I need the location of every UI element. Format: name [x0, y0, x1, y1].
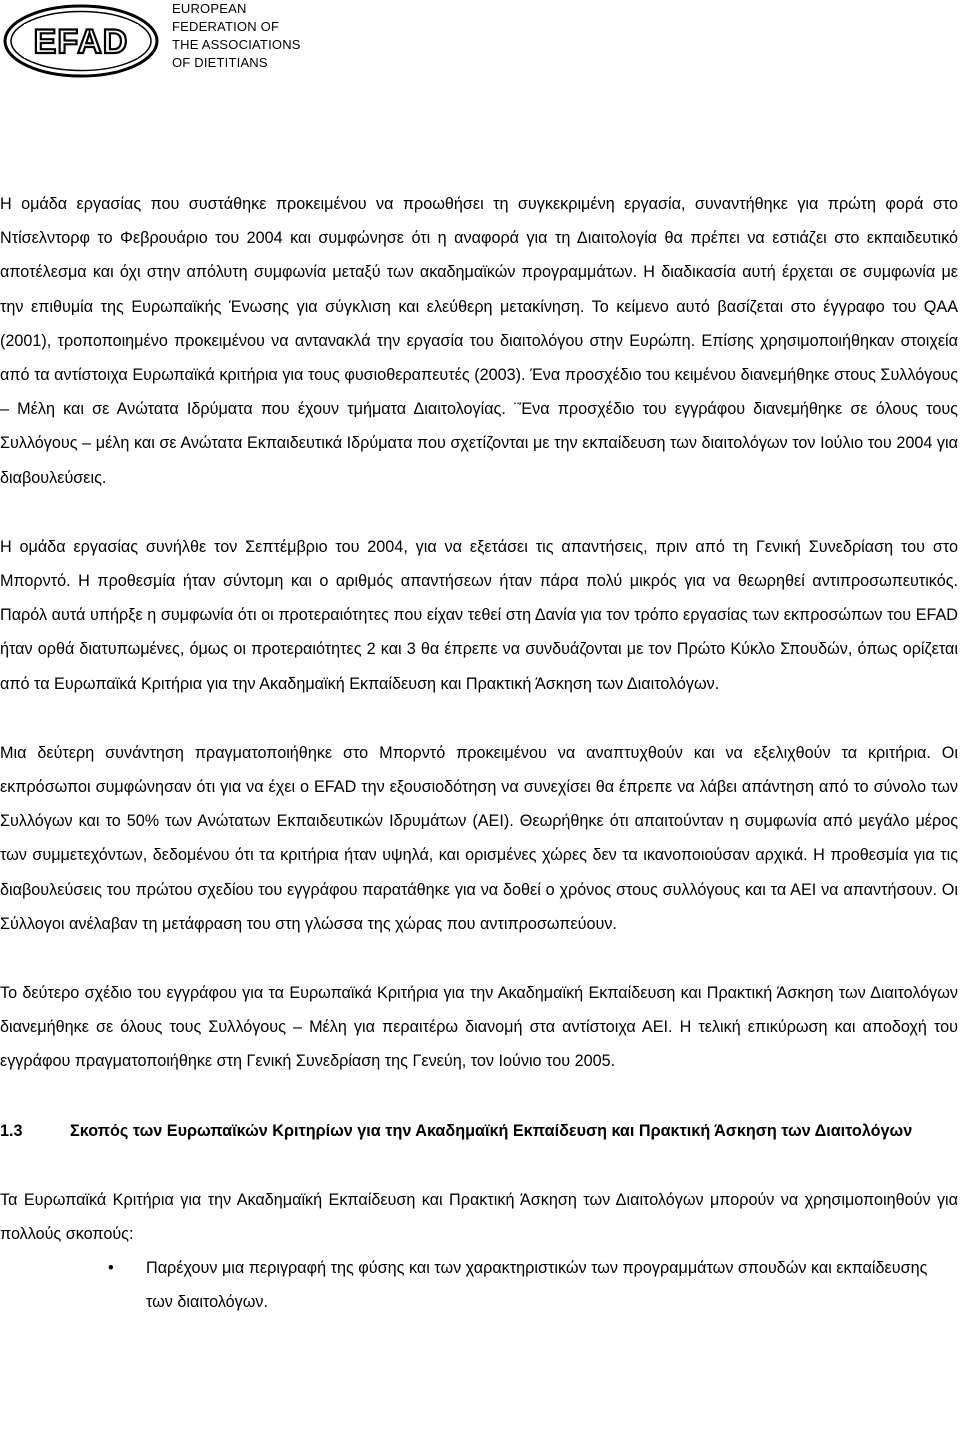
- paragraph-september-meeting: Η ομάδα εργασίας συνήλθε τον Σεπτέμβριο του 2004, για να εξετάσει τις απαντήσεις, πριν από τη Γενική Συνεδρίαση του στο Μπορντό. Η προθεσμία ήταν σύντομη και ο αριθμός απαντήσεων ήταν πάρα πολύ μικρός για να θεωρηθεί αντιπροσωπευτικός. Παρόλ αυτά υπήρξε η συμφωνία ότι οι προτεραιότητες που είχαν τεθεί στη Δανία για τον τρόπο εργασίας των εκπροσώπων του EFAD ήταν ορθά διατυπωμένες, όμως οι προτεραιότητες 2 και 3 θα έπρεπε να συνδυάζονται με τον Πρώτο Κύκλο Σπουδών, όπως ορίζεται από τα Ευρωπαϊκά Κριτήρια για την Ακαδημαϊκή Εκπαίδευση και Πρακτική Άσκηση των Διαιτολόγων.: [0, 537, 958, 693]
- organization-name: [172, 0, 301, 72]
- document-header: [0, 0, 320, 90]
- org-line-4: OF DIETITIANS: [172, 55, 268, 70]
- org-line-2: FEDERATION OF: [172, 19, 280, 34]
- section-number: 1.3: [0, 1121, 23, 1140]
- paragraph-second-draft: Το δεύτερο σχέδιο του εγγράφου για τα Ευρωπαϊκά Κριτήρια για την Ακαδημαϊκή Εκπαίδευση και Πρακτική Άσκηση των Διαιτολόγων διανεμήθηκε σε όλους τους Συλλόγους – Μέλη για περαιτέρω διανομή στα αντίστοιχα ΑΕΙ. Η τελική επικύρωση και αποδοχή του εγγράφου πραγματοποιήθηκε στη Γενική Συνεδρίαση της Γενεύη, τον Ιούνιο του 2005.: [0, 984, 958, 1071]
- list-item: [0, 1251, 958, 1319]
- org-line-3: THE ASSOCIATIONS: [172, 37, 301, 52]
- logo-text: EFAD: [33, 23, 129, 61]
- section-heading: [0, 1114, 958, 1148]
- efad-logo-icon: [2, 2, 160, 80]
- org-line-1: EUROPEAN: [172, 1, 247, 16]
- document-body: [0, 187, 958, 1320]
- purpose-list: [0, 1251, 958, 1319]
- section-title: Σκοπός των Ευρωπαϊκών Κριτηρίων για την Ακαδημαϊκή Εκπαίδευση και Πρακτική Άσκηση των Διαιτολόγων: [70, 1121, 913, 1140]
- list-item-text: Παρέχουν μια περιγραφή της φύσης και των χαρακτηριστικών των προγραμμάτων σπουδών και εκπαίδευσης των διαιτολόγων.: [146, 1259, 928, 1312]
- paragraph-working-group: Η ομάδα εργασίας που συστάθηκε προκειμένου να προωθήσει τη συγκεκριμένη εργασία, συναντήθηκε για πρώτη φορά στο Ντίσελντορφ το Φεβρουάριο του 2004 και συμφώνησε ότι η αναφορά για τη Διαιτολογία θα πρέπει να εστιάζει στο εκπαιδευτικό αποτέλεσμα και όχι στην απόλυτη συμφωνία μεταξύ των ακαδημαϊκών προγραμμάτων. Η διαδικασία αυτή έρχεται σε συμφωνία με την επιθυμία της Ευρωπαϊκής Ένωσης για σύγκλιση και ελεύθερη μετακίνηση. Το κείμενο αυτό βασίζεται στο έγγραφο του QAA (2001), τροποποιημένο προκειμένου να αντανακλά την εργασία του διαιτολόγου στην Ευρώπη. Επίσης χρησιμοποιήθηκαν στοιχεία από τα αντίστοιχα Ευρωπαϊκά κριτήρια για τους φυσιοθεραπευτές (2003). Ένα προσχέδιο του κειμένου διανεμήθηκε στους Συλλόγους – Μέλη και σε Ανώτατα Ιδρύματα που έχουν τμήματα Διαιτολογίας. ¨Ένα προσχέδιο του εγγράφου διανεμήθηκε σε όλους τους Συλλόγους – μέλη και σε Ανώτατα Εκπαιδευτικά Ιδρύματα που σχετίζονται με την εκπαίδευση των διαιτολόγων τον Ιούλιο του 2004 για διαβουλεύσεις.: [0, 195, 958, 487]
- section-intro: Τα Ευρωπαϊκά Κριτήρια για την Ακαδημαϊκή Εκπαίδευση και Πρακτική Άσκηση των Διαιτολόγων μπορούν να χρησιμοποιηθούν για πολλούς σκοπούς:: [0, 1190, 958, 1244]
- bullet-icon: •: [108, 1259, 114, 1278]
- paragraph-second-meeting: Μια δεύτερη συνάντηση πραγματοποιήθηκε στο Μπορντό προκειμένου να αναπτυχθούν και να εξελιχθούν τα κριτήρια. Οι εκπρόσωποι συμφώνησαν ότι για να έχει ο EFAD την εξουσιοδότηση να συνεχίσει θα έπρεπε να λάβει απάντηση από το σύνολο των Συλλόγων και το 50% των Ανώτατων Εκπαιδευτικών Ιδρυμάτων (ΑΕΙ). Θεωρήθηκε ότι απαιτούνταν η συμφωνία από μεγάλο μέρος των συμμετεχόντων, δεδομένου ότι τα κριτήρια ήταν υψηλά, και ορισμένες χώρες δεν τα ικανοποιούσαν αρχικά. Η προθεσμία για τις διαβουλεύσεις του πρώτου σχεδίου του εγγράφου παρατάθηκε για να δοθεί ο χρόνος στους συλλόγους και τα ΑΕΙ να απαντήσουν. Οι Σύλλογοι ανέλαβαν τη μετάφραση του στη γλώσσα της χώρας που αντιπροσωπεύουν.: [0, 743, 958, 933]
